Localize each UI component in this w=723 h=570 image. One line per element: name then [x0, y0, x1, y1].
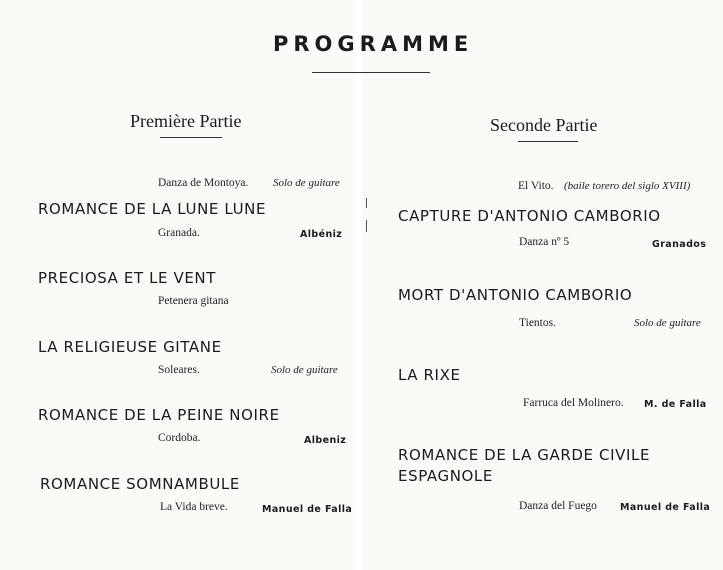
- piece-name: Petenera gitana: [158, 295, 229, 307]
- title-rule: [312, 72, 430, 73]
- left-opening-piece: Danza de Montoya.: [158, 177, 249, 189]
- poem-title-line-1: ROMANCE DE LA GARDE CIVILE: [398, 446, 651, 464]
- poem-title-line-2: ESPAGNOLE: [398, 467, 493, 485]
- programme-title: PROGRAMME: [273, 32, 474, 56]
- poem-title: ROMANCE SOMNAMBULE: [40, 475, 240, 493]
- piece-name: Danza del Fuego: [519, 500, 597, 512]
- poem-title: ROMANCE DE LA LUNE LUNE: [38, 200, 267, 218]
- performance-note: Solo de guitare: [634, 317, 701, 329]
- piece-name: Farruca del Molinero.: [523, 397, 624, 409]
- composer-name: Albeniz: [304, 435, 347, 446]
- composer-name: Manuel de Falla: [262, 504, 353, 515]
- right-opening-note: (baile torero del siglo XVIII): [564, 180, 691, 192]
- poem-title: PRECIOSA ET LE VENT: [38, 269, 217, 287]
- page-mark: [366, 220, 367, 232]
- composer-name: Manuel de Falla: [620, 502, 711, 513]
- composer-name: Albéniz: [300, 229, 343, 240]
- poem-title: ROMANCE DE LA PEINE NOIRE: [38, 406, 280, 424]
- left-part-heading: Première Partie: [130, 111, 242, 131]
- piece-name: Soleares.: [158, 364, 200, 376]
- page-gutter: [355, 0, 362, 570]
- poem-title: MORT D'ANTONIO CAMBORIO: [398, 286, 633, 304]
- left-heading-rule: [160, 137, 222, 138]
- poem-title: LA RIXE: [398, 366, 461, 384]
- poem-title: CAPTURE D'ANTONIO CAMBORIO: [398, 207, 661, 225]
- left-opening-note: Solo de guitare: [273, 177, 340, 189]
- poem-title: LA RELIGIEUSE GITANE: [38, 338, 222, 356]
- performance-note: Solo de guitare: [271, 364, 338, 376]
- right-opening-piece: El Vito.: [518, 180, 554, 192]
- piece-name: Danza nº 5: [519, 236, 570, 248]
- piece-name: Tientos.: [519, 317, 556, 329]
- page-mark: [366, 198, 367, 208]
- piece-name: La Vida breve.: [160, 501, 228, 513]
- composer-name: Granados: [652, 239, 707, 250]
- right-part-heading: Seconde Partie: [490, 115, 598, 135]
- right-heading-rule: [518, 141, 578, 142]
- piece-name: Granada.: [158, 227, 200, 239]
- composer-name: M. de Falla: [644, 399, 707, 410]
- piece-name: Cordoba.: [158, 432, 201, 444]
